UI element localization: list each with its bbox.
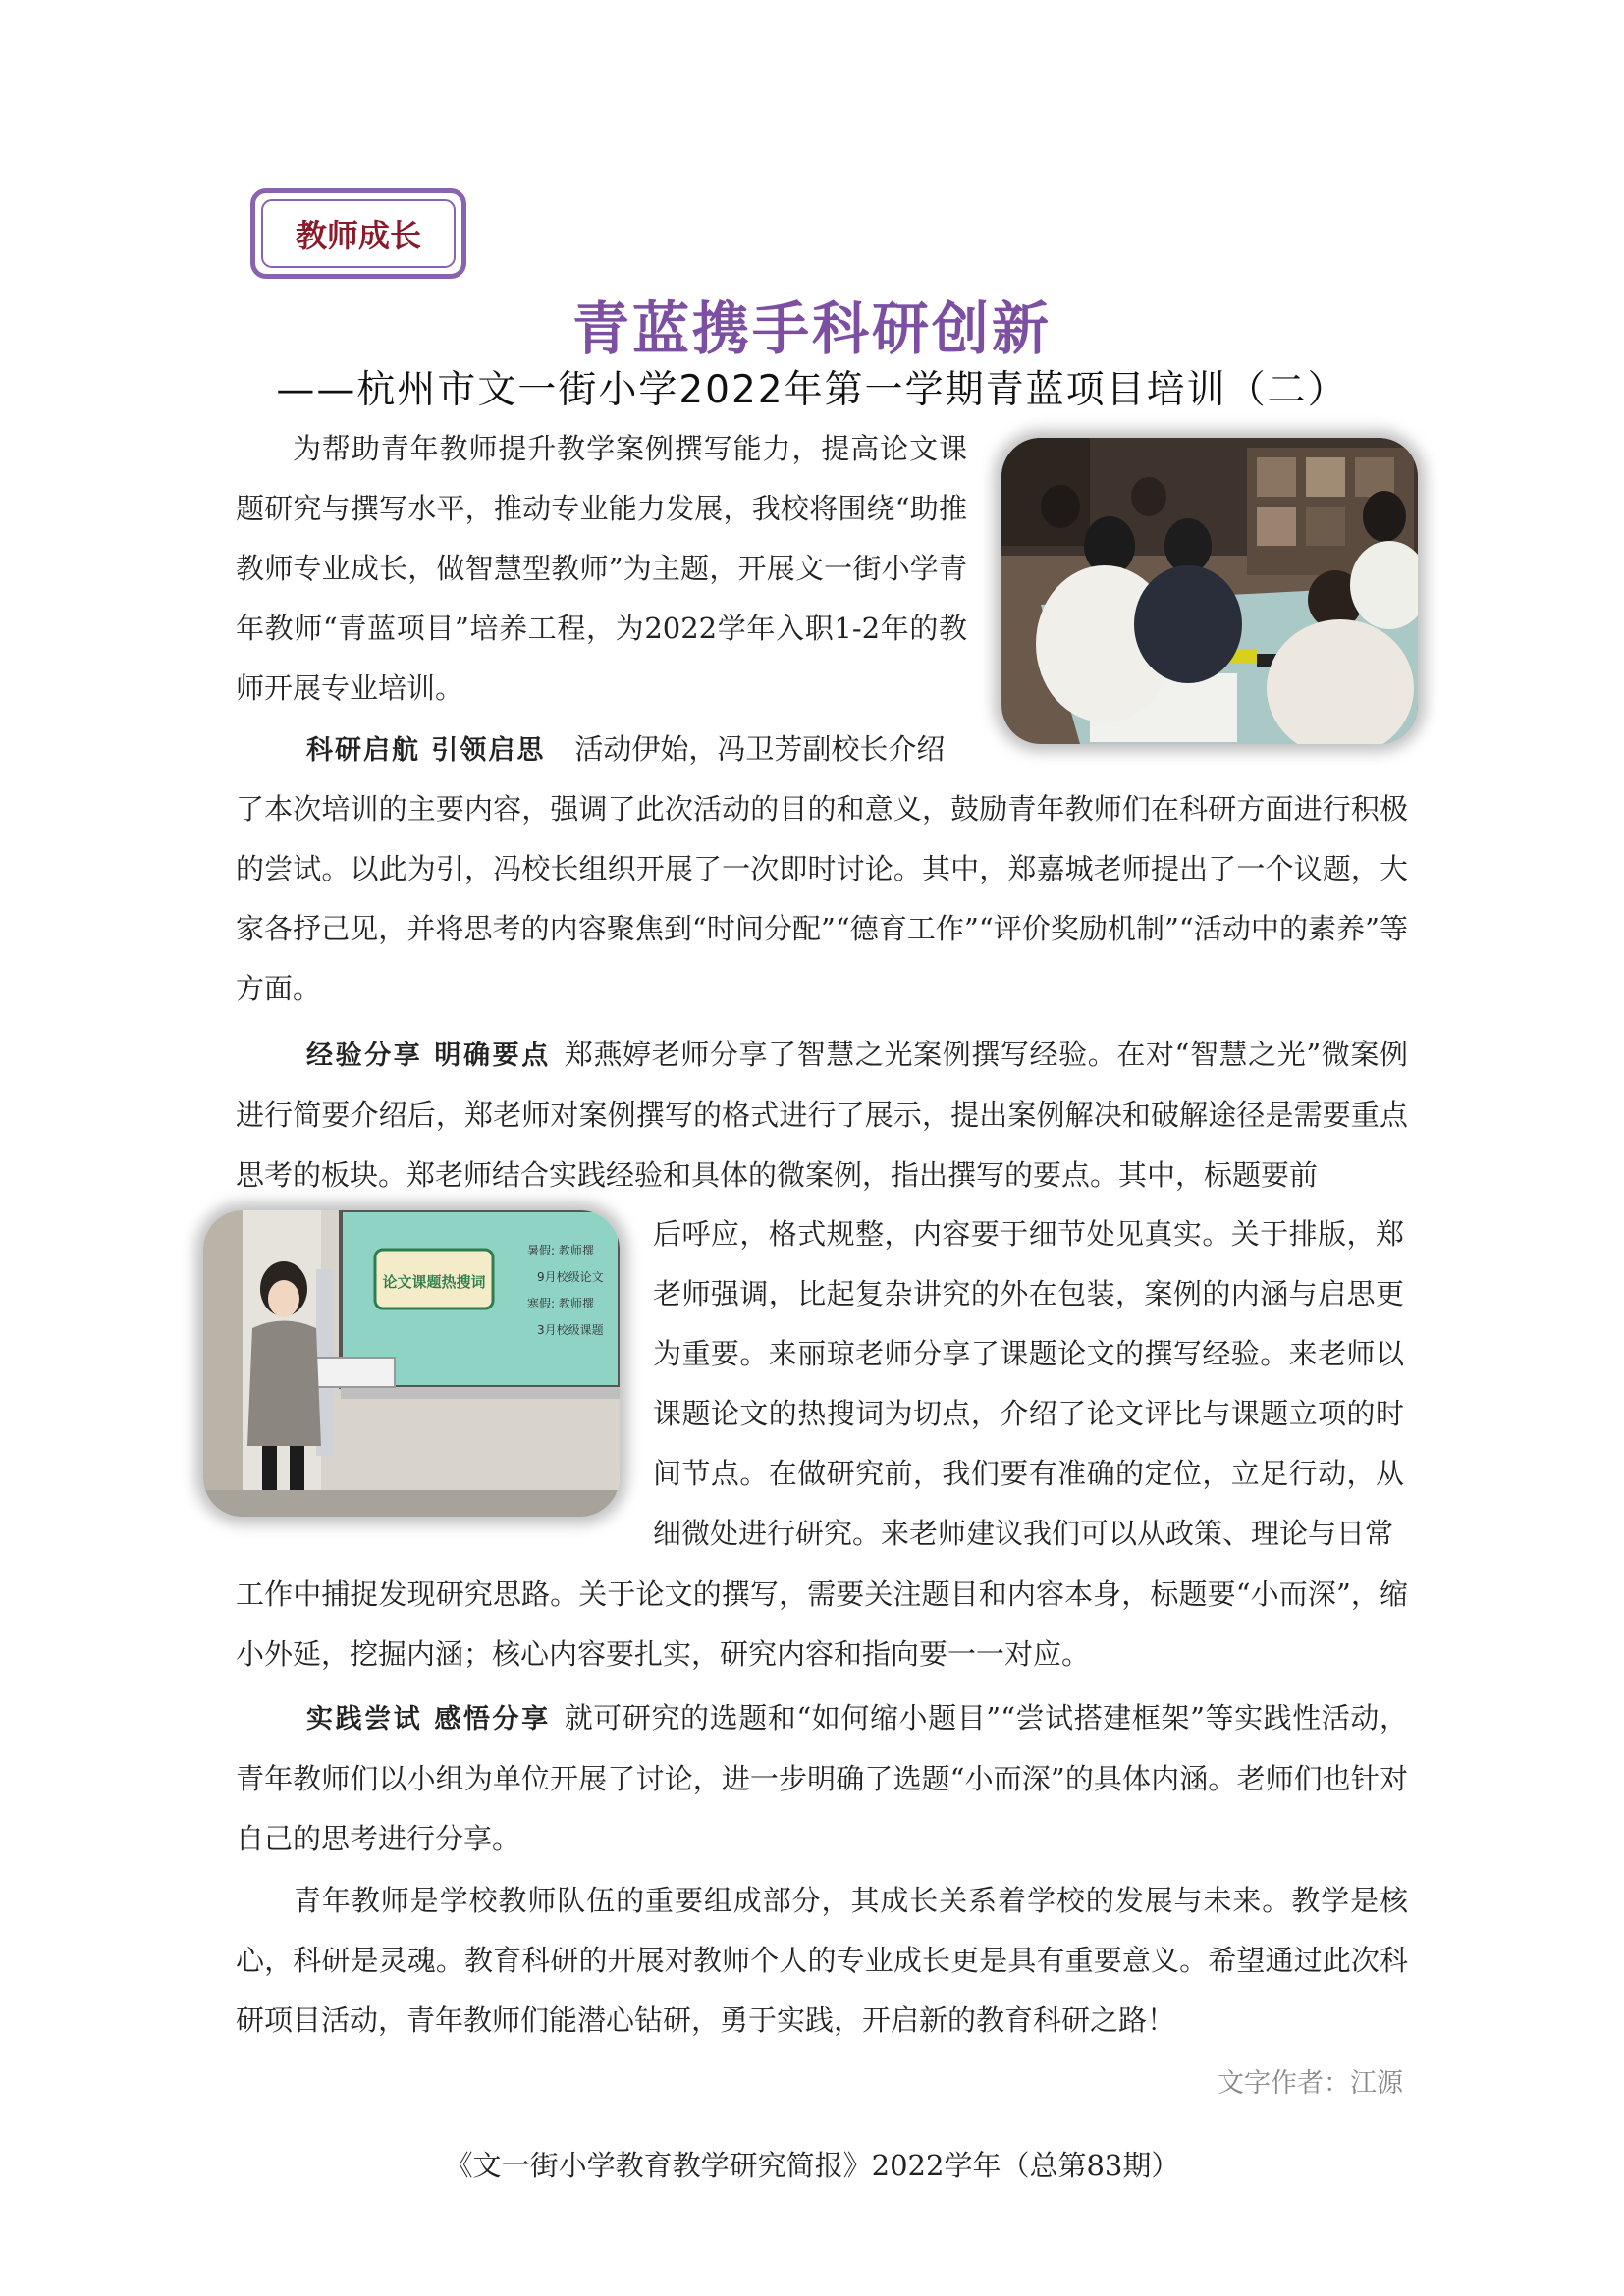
section1-paragraph — [236, 779, 1408, 1019]
closing-paragraph — [236, 1871, 1408, 2051]
section3-text: 就可研究的选题和“如何缩小题目”“尝试搭建框架”等实践性活动，青年教师们以小组为单位开展了讨论，进一步明确了选题“小而深”的具体内涵。老师们也针对自己的思考进行分享。 — [236, 1701, 1408, 1855]
section2-paragraph — [236, 1025, 1408, 1205]
page-footer: 《文一街小学教育教学研究简报》2022学年（总第83期） — [444, 2149, 1180, 2182]
section1-text: 了本次培训的主要内容，强调了此次活动的目的和意义，鼓励青年教师们在科研方面进行积极的尝试。以此为引，冯校长组织开展了一次即时讨论。其中，郑嘉城老师提出了一个议题，大家各抒己见，并将思考的内容聚焦到“时间分配”“德育工作”“评价奖励机制”“活动中的素养”等方面。 — [236, 792, 1408, 1005]
board-line-1: 暑假: 教师撰 — [527, 1244, 594, 1257]
board-line-2: 9月校级论文 — [537, 1270, 604, 1284]
section2-text-end: 工作中捕捉发现研究思路。关于论文的撰写，需要关注题目和内容本身，标题要“小而深”，缩小外延，挖掘内涵；核心内容要扎实，研究内容和指向要一一对应。 — [236, 1577, 1408, 1671]
section3-paragraph — [236, 1688, 1408, 1869]
article-title: 青蓝携手科研创新 — [571, 295, 1052, 362]
board-line-3: 寒假: 教师撰 — [527, 1297, 594, 1310]
photo-group-discussion-image — [1001, 438, 1418, 744]
board-line-4: 3月校级课题 — [537, 1323, 604, 1337]
section3-heading: 实践尝试 感悟分享 — [306, 1704, 551, 1735]
photo-teacher-presenting-image — [203, 1210, 620, 1517]
board-heading: 论文课题热搜词 — [382, 1273, 486, 1291]
intro-text: 为帮助青年教师提升教学案例撰写能力，提高论文课题研究与撰写水平，推动专业能力发展，我校将围绕“助推教师专业成长，做智慧型教师”为主题，开展文一街小学青年教师“青蓝项目”培养工程，为2022学年入职1-2年的教师开展专业培训。 — [236, 432, 967, 705]
section-tag-label: 教师成长 — [261, 199, 456, 268]
intro-paragraph — [236, 419, 967, 719]
section2-heading: 经验分享 明确要点 — [306, 1041, 551, 1071]
closing-text: 青年教师是学校教师队伍的重要组成部分，其成长关系着学校的发展与未来。教学是核心，科研是灵魂。教育科研的开展对教师个人的专业成长更是具有重要意义。希望通过此次科研项目活动，青年教师们能潜心钻研，勇于实践，开启新的教育科研之路！ — [236, 1884, 1408, 2037]
section2-text-start: 郑燕婷老师分享了智慧之光案例撰写经验。在对“智慧之光”微案例进行简要介绍后，郑老师对案例撰写的格式进行了展示，提出案例解决和破解途径是需要重点思考的板块。郑老师结合实践经验和具体的微案例，指出撰写的要点。其中，标题要前 — [236, 1038, 1409, 1192]
photo-teacher-presenting — [203, 1210, 620, 1517]
section2-text-middle: 后呼应，格式规整，内容要于细节处见真实。关于排版，郑老师强调，比起复杂讲究的外在包装，案例的内涵与启思更为重要。来丽琼老师分享了课题论文的撰写经验。来老师以课题论文的热搜词为切点，介绍了论文评比与课题立项的时间节点。在做研究前，我们要有准确的定位，立足行动，从细微处进行研究。来老师建议我们可以从政策、理论与日常 — [653, 1217, 1404, 1550]
author-credit: 文字作者：江源 — [1218, 2068, 1403, 2099]
section-tag — [250, 188, 466, 279]
section2-paragraph-continued — [653, 1204, 1404, 1564]
section1-text-start: 活动伊始，冯卫芳副校长介绍 — [574, 732, 946, 766]
article-subtitle: ——杭州市文一街小学2022年第一学期青蓝项目培训（二） — [276, 368, 1348, 412]
photo-group-discussion — [1001, 438, 1418, 744]
section1-heading: 科研启航 引领启思 — [306, 735, 546, 766]
section2-paragraph-end — [236, 1565, 1408, 1684]
section1-lead-line — [236, 720, 967, 780]
